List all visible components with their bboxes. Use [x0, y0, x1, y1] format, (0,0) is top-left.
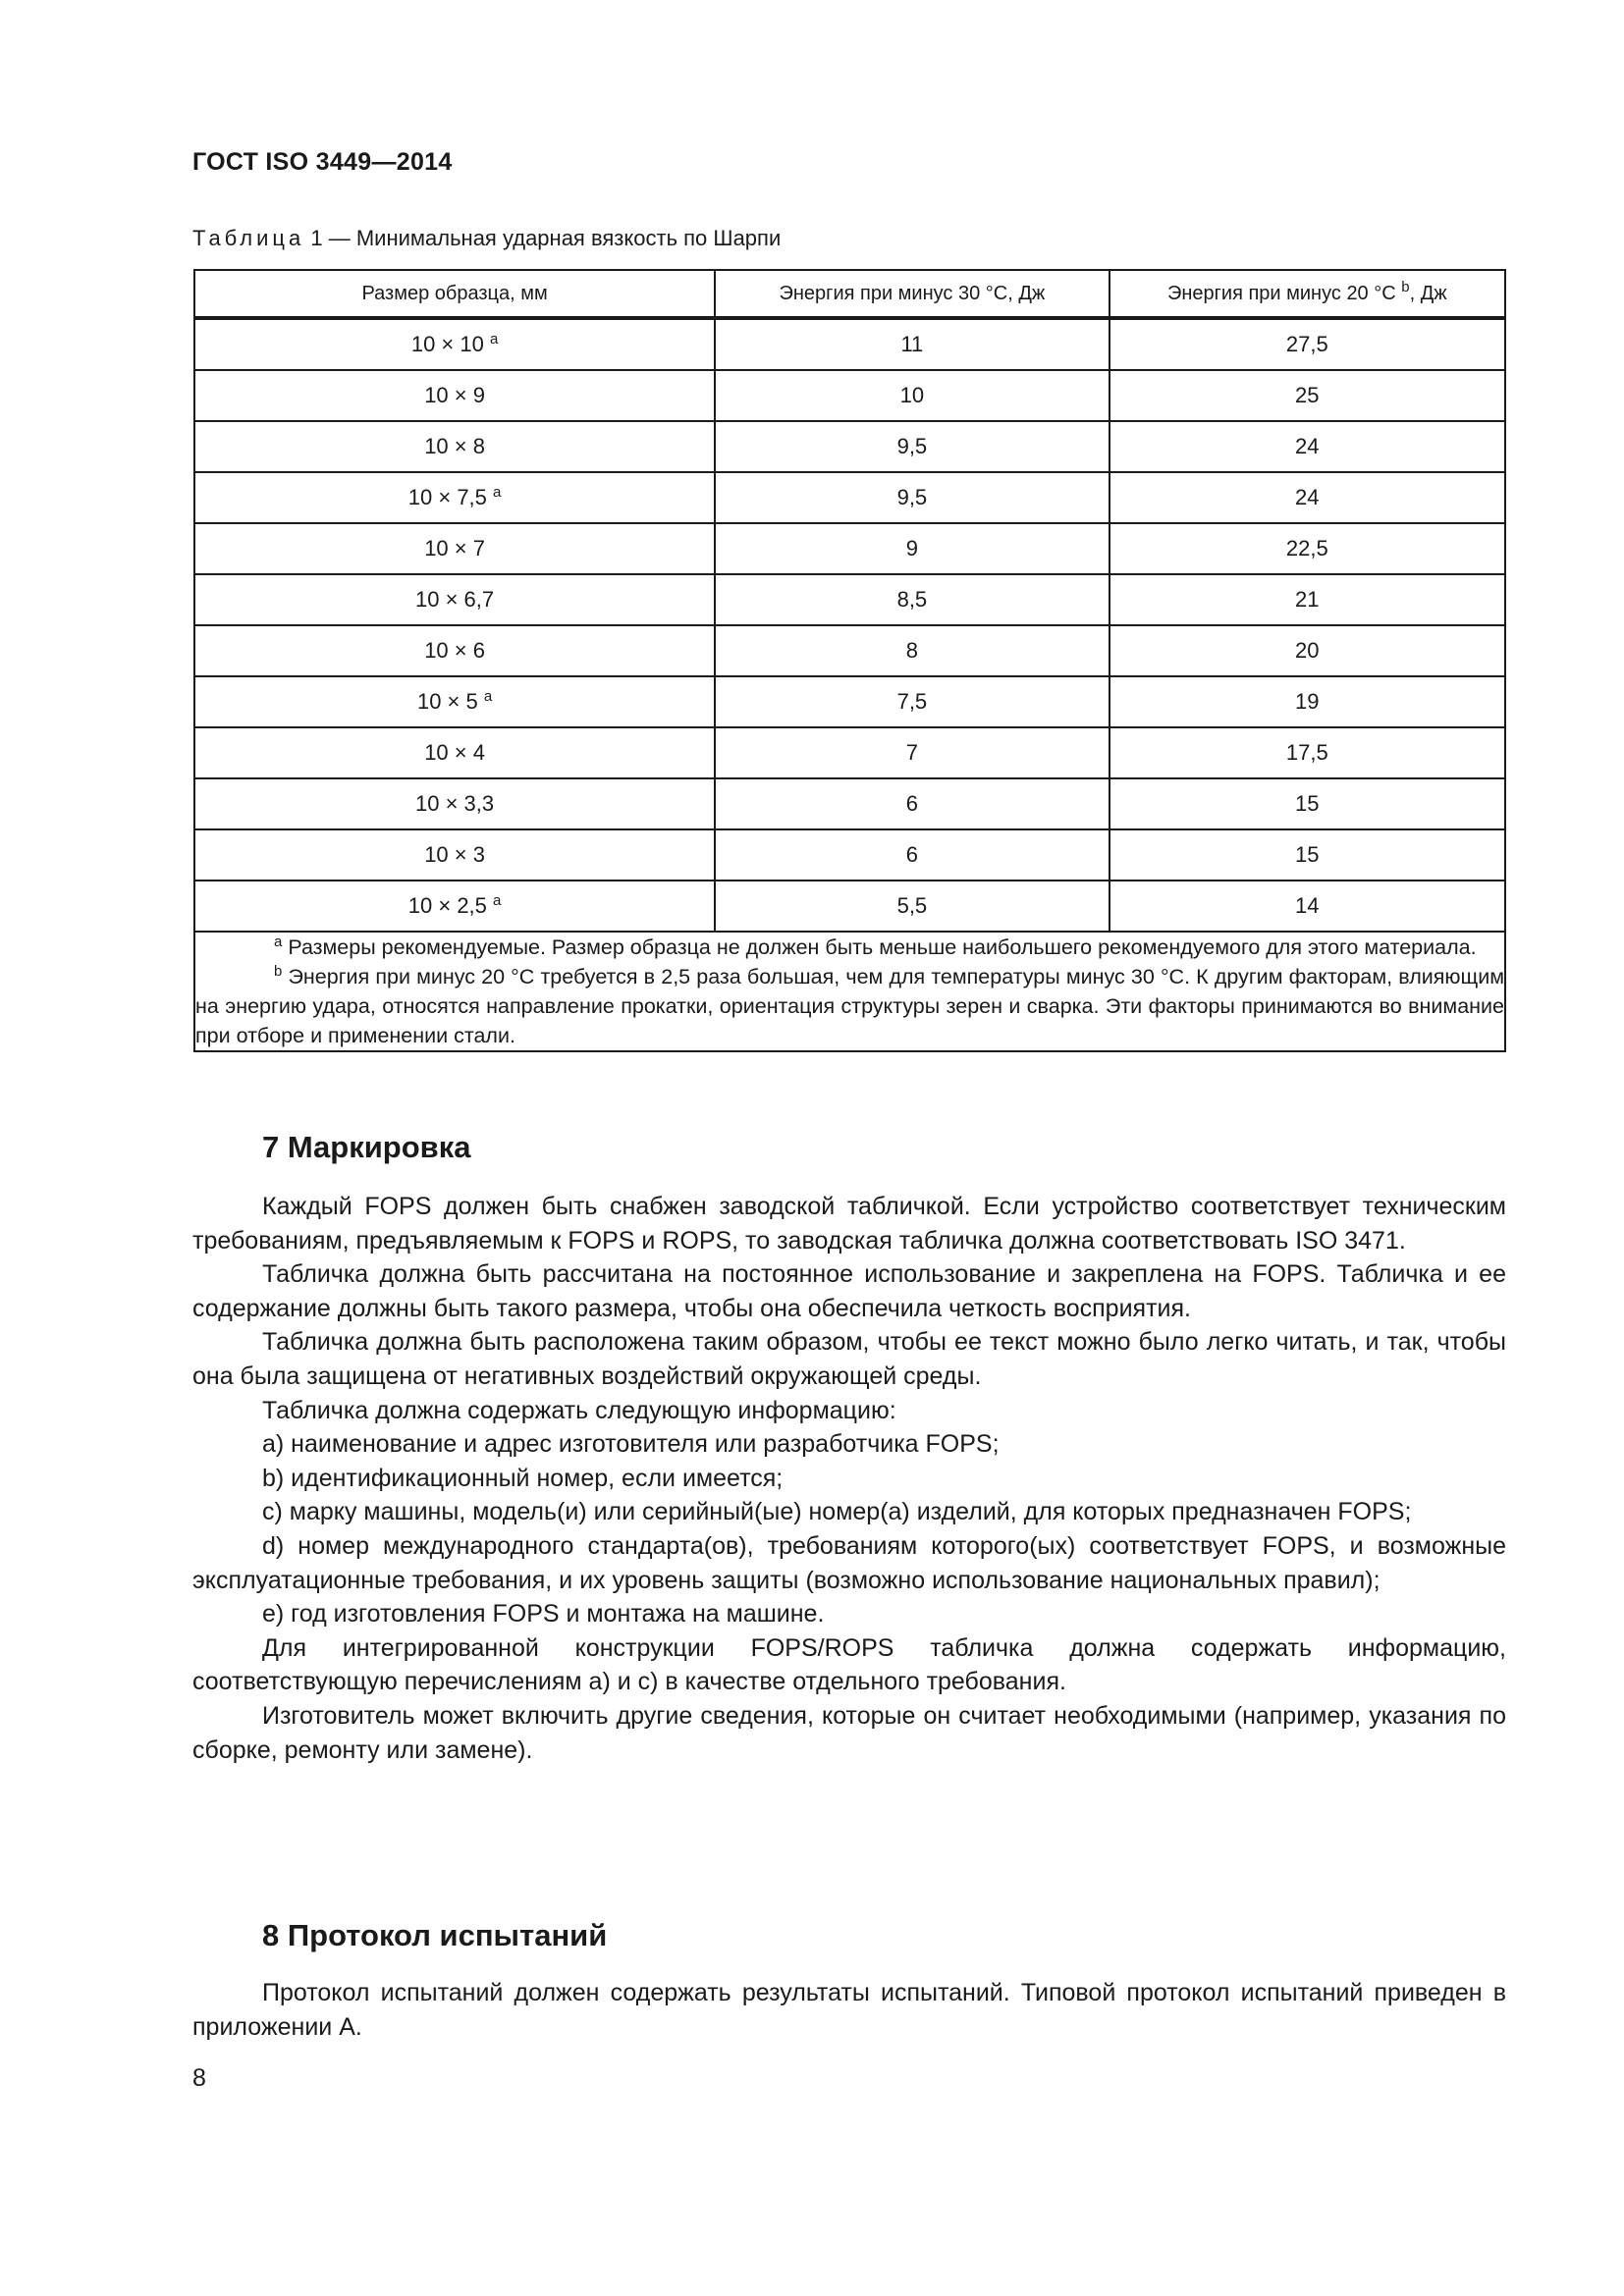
section-7-paragraph: Табличка должна содержать следующую информацию: [262, 1396, 896, 1424]
cell-sample-size: 10 × 5 $^a$ [194, 676, 715, 727]
cell-energy-minus-30: 9 [715, 523, 1109, 574]
cell-energy-minus-30: 11 [715, 318, 1109, 370]
cell-energy-minus-20: 15 [1110, 829, 1505, 881]
cell-energy-minus-30: 8,5 [715, 574, 1109, 625]
cell-energy-minus-20: 27,5 [1110, 318, 1505, 370]
cell-sample-size: 10 × 3,3 [194, 778, 715, 829]
section-7-paragraph: Табличка должна быть рассчитана на постоянное использование и закреплена на FOPS. Табличка и ее содержание должны быть такого размера, чтобы она обеспечила четкость восприятия. [192, 1260, 1506, 1322]
column-header-energy-minus-30: Энергия при минус 30 °С, Дж [715, 270, 1109, 318]
table-header-row [194, 270, 1505, 318]
cell-energy-minus-30: 7 [715, 727, 1109, 778]
cell-sample-size: 10 × 7 [194, 523, 715, 574]
cell-energy-minus-30: 9,5 [715, 421, 1109, 472]
cell-energy-minus-20: 22,5 [1110, 523, 1505, 574]
cell-energy-minus-20: 19 [1110, 676, 1505, 727]
table-row [194, 472, 1505, 523]
table-row [194, 676, 1505, 727]
footnote-mark-a: a [493, 892, 502, 909]
cell-energy-minus-30: 9,5 [715, 472, 1109, 523]
cell-energy-minus-20: 20 [1110, 625, 1505, 676]
column-header-sample-size: Размер образца, мм [194, 270, 715, 318]
table-caption-text: 1 — Минимальная ударная вязкость по Шарпи [304, 226, 782, 250]
cell-sample-size: 10 × 6,7 [194, 574, 715, 625]
cell-energy-minus-30: 8 [715, 625, 1109, 676]
cell-energy-minus-30: 10 [715, 370, 1109, 421]
cell-energy-minus-20: 14 [1110, 881, 1505, 932]
table-caption [192, 226, 781, 251]
cell-energy-minus-20: 15 [1110, 778, 1505, 829]
cell-sample-size: 10 × 8 [194, 421, 715, 472]
column-header-energy-minus-20-text: Энергия при минус 20 °С [1166, 282, 1396, 304]
section-7-list-item: а) наименование и адрес изготовителя или разработчика FOPS; [262, 1430, 1000, 1459]
footnote-mark-a: a [274, 934, 283, 950]
cell-energy-minus-20: 24 [1110, 421, 1505, 472]
table-row [194, 625, 1505, 676]
footnote-mark-a: a [483, 688, 493, 705]
section-7-list-item: с) марку машины, модель(и) или серийный(ые) номер(а) изделий, для которых предназначен FOPS; [262, 1498, 1412, 1526]
section-7-paragraph: Для интегрированной конструкции FOPS/ROPS табличка должна содержать информацию, соответствующую перечислениям а) и с) в качестве отдельного требования. [192, 1633, 1506, 1696]
section-8-title: 8 Протокол испытаний [262, 1918, 608, 1952]
cell-energy-minus-30: 6 [715, 778, 1109, 829]
column-header-energy-minus-20-unit: , Дж [1409, 282, 1447, 304]
table-row [194, 318, 1505, 370]
cell-energy-minus-20: 24 [1110, 472, 1505, 523]
table-note-b: $^b$ Энергия при минус 20 °С требуется в 2,5 раза большая, чем для температуры минус 30 °С. К другим факторам, влияющим на энергию удара, относятся направление прокатки, ориентация структуры зерен и сварка. Эти факторы принимаются во внимание при отборе и применении стали. [195, 963, 1504, 1047]
footnote-mark-a: a [489, 331, 499, 347]
table-notes [194, 932, 1505, 1051]
cell-energy-minus-20: 21 [1110, 574, 1505, 625]
table-row [194, 574, 1505, 625]
cell-sample-size: 10 × 3 [194, 829, 715, 881]
section-7-body [192, 1190, 1506, 1767]
section-7-paragraph: Каждый FOPS должен быть снабжен заводской табличкой. Если устройство соответствует техническим требованиям, предъявляемым к FOPS и ROPS, то заводская табличка должна соответствовать ISO 3471. [192, 1193, 1506, 1255]
footnote-mark-a: a [493, 484, 502, 501]
cell-sample-size: 10 × 7,5 $^a$ [194, 472, 715, 523]
table-note-a: $^a$ Размеры рекомендуемые. Размер образца не должен быть меньше наибольшего рекомендуемого для этого материала. [274, 934, 1477, 959]
section-7-list-item: d) номер международного стандарта(ов), требованиям которого(ых) соответствует FOPS, и возможные эксплуатационные требования, и их уровень защиты (возможно использование национальных правил); [192, 1531, 1506, 1594]
cell-sample-size: 10 × 10 $^a$ [194, 318, 715, 370]
cell-energy-minus-20: 25 [1110, 370, 1505, 421]
table-row [194, 421, 1505, 472]
table-row [194, 727, 1505, 778]
table-notes-row [194, 932, 1505, 1051]
table-row [194, 829, 1505, 881]
cell-sample-size: 10 × 2,5 $^a$ [194, 881, 715, 932]
section-8-paragraph: Протокол испытаний должен содержать результаты испытаний. Типовой протокол испытаний приведен в приложении А. [192, 1979, 1506, 2041]
table-row [194, 523, 1505, 574]
cell-sample-size: 10 × 4 [194, 727, 715, 778]
section-7-paragraph: Табличка должна быть расположена таким образом, чтобы ее текст можно было легко читать, и так, чтобы она была защищена от негативных воздействий окружающей среды. [192, 1328, 1506, 1390]
table-row [194, 370, 1505, 421]
charpy-impact-table [193, 269, 1506, 1052]
column-header-energy-minus-20 [1110, 270, 1505, 318]
cell-sample-size: 10 × 6 [194, 625, 715, 676]
section-7-list-item: е) год изготовления FOPS и монтажа на машине. [262, 1600, 825, 1629]
document-code-header: ГОСТ ISO 3449—2014 [192, 148, 453, 176]
footnote-mark-b: b [274, 963, 283, 980]
section-7-list-item: b) идентификационный номер, если имеется; [262, 1464, 784, 1492]
footnote-mark-b: b [1401, 278, 1410, 295]
cell-sample-size: 10 × 9 [194, 370, 715, 421]
cell-energy-minus-30: 6 [715, 829, 1109, 881]
cell-energy-minus-30: 7,5 [715, 676, 1109, 727]
table-caption-word: Таблица [192, 226, 305, 250]
section-7-paragraph: Изготовитель может включить другие сведения, которые он считает необходимыми (например, указания по сборке, ремонту или замене). [192, 1701, 1506, 1764]
page-number: 8 [192, 2064, 206, 2092]
section-8-body [192, 1976, 1506, 2044]
cell-energy-minus-30: 5,5 [715, 881, 1109, 932]
cell-energy-minus-20: 17,5 [1110, 727, 1505, 778]
table-row [194, 778, 1505, 829]
table-row [194, 881, 1505, 932]
section-7-title: 7 Маркировка [262, 1130, 471, 1164]
